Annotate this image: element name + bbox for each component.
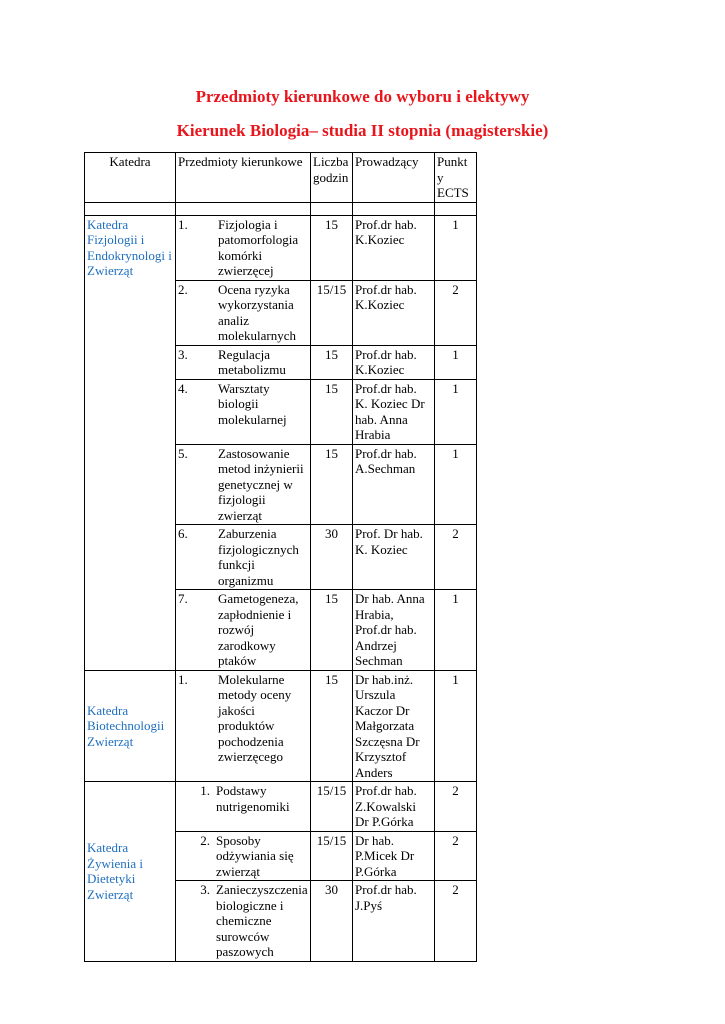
department-name: Katedra Żywienia i Dietetyki Zwierząt <box>85 782 176 962</box>
subject-number: 1. <box>200 783 210 798</box>
department-name: Katedra Fizjologii i Endokrynologi i Zwierząt <box>85 215 176 670</box>
lecturer-cell: Prof.dr hab. A.Sechman <box>353 444 435 525</box>
ects-cell: 1 <box>435 379 477 444</box>
ects-cell: 1 <box>435 670 477 782</box>
subject-number: 4. <box>178 380 188 396</box>
subject-number: 5. <box>178 445 188 461</box>
header-ects: Punkt y ECTS <box>435 153 477 203</box>
subject-cell <box>176 215 311 280</box>
header-katedra: Katedra <box>85 153 176 203</box>
lecturer-cell: Dr hab.inż. Urszula Kaczor Dr Małgorzata Szczęsna Dr Krzysztof Anders <box>353 670 435 782</box>
table-row <box>85 782 477 832</box>
ects-cell: 1 <box>435 215 477 280</box>
lecturer-cell: Prof. Dr hab. K. Koziec <box>353 525 435 590</box>
spacer-cell <box>311 202 353 215</box>
lecturer-cell: Dr hab. P.Micek Dr P.Górka <box>353 831 435 881</box>
subject-name: Sposoby odżywiania się zwierząt <box>216 832 294 879</box>
subject-cell <box>176 444 311 525</box>
spacer-cell <box>85 202 176 215</box>
subject-number: 3. <box>178 346 188 362</box>
hours-cell: 15/15 <box>311 280 353 345</box>
subject-number: 1. <box>178 671 188 687</box>
subject-name: Ocena ryzyka wykorzystania analiz molekularnych <box>218 281 296 343</box>
ects-cell: 1 <box>435 444 477 525</box>
lecturer-cell: Prof.dr hab. K.Koziec <box>353 215 435 280</box>
subject-cell <box>176 782 311 832</box>
lecturer-cell: Prof.dr hab. K.Koziec <box>353 280 435 345</box>
spacer-cell <box>435 202 477 215</box>
table-row <box>85 670 477 782</box>
hours-cell: 15/15 <box>311 831 353 881</box>
document-title: Przedmioty kierunkowe do wyboru i elektywy <box>195 87 530 106</box>
table-spacer-row <box>85 202 477 215</box>
subject-cell <box>176 670 311 782</box>
spacer-cell <box>176 202 311 215</box>
subject-number: 7. <box>178 591 188 606</box>
subject-name: Gametogeneza, zapłodnienie i rozwój zarodkowy ptaków <box>218 591 299 668</box>
hours-cell: 15 <box>311 670 353 782</box>
lecturer-cell: Dr hab. Anna Hrabia, Prof.dr hab. Andrzej Sechman <box>353 590 435 671</box>
subject-name: Podstawy nutrigenomiki <box>216 783 290 814</box>
header-liczba-godzin: Liczba godzin <box>311 153 353 203</box>
subject-number: 2. <box>200 832 210 848</box>
hours-cell: 15 <box>311 215 353 280</box>
spacer-cell <box>353 202 435 215</box>
ects-cell: 1 <box>435 345 477 379</box>
hours-cell: 15 <box>311 590 353 671</box>
subject-name: Warsztaty biologii molekularnej <box>218 380 287 427</box>
lecturer-cell: Prof.dr hab. K.Koziec <box>353 345 435 379</box>
lecturer-cell: Prof.dr hab. J.Pyś <box>353 881 435 962</box>
header-prowadzacy: Prowadzący <box>353 153 435 203</box>
lecturer-cell: Prof.dr hab. K. Koziec Dr hab. Anna Hrabia <box>353 379 435 444</box>
document-subtitle: Kierunek Biologia– studia II stopnia (magisterskie) <box>176 121 549 140</box>
ects-cell: 2 <box>435 525 477 590</box>
subject-cell <box>176 280 311 345</box>
hours-cell: 15/15 <box>311 782 353 832</box>
table-header-row <box>85 153 477 203</box>
subject-number: 1. <box>178 216 188 232</box>
subject-number: 6. <box>178 526 188 541</box>
hours-cell: 30 <box>311 525 353 590</box>
ects-cell: 1 <box>435 590 477 671</box>
hours-cell: 30 <box>311 881 353 962</box>
department-name: Katedra Biotechnologii Zwierząt <box>85 670 176 782</box>
subject-number: 2. <box>178 281 188 297</box>
subject-cell <box>176 831 311 881</box>
subject-cell <box>176 881 311 962</box>
ects-cell: 2 <box>435 782 477 832</box>
subject-cell <box>176 345 311 379</box>
hours-cell: 15 <box>311 345 353 379</box>
subject-name: Regulacja metabolizmu <box>218 346 286 377</box>
subject-cell <box>176 525 311 590</box>
ects-cell: 2 <box>435 831 477 881</box>
hours-cell: 15 <box>311 444 353 525</box>
subject-name: Molekularne metody oceny jakości produktów pochodzenia zwierzęcego <box>218 671 292 764</box>
ects-cell: 2 <box>435 280 477 345</box>
subject-name: Fizjologia i patomorfologia komórki zwierzęcej <box>218 216 299 278</box>
subject-name: Zaburzenia fizjologicznych funkcji organizmu <box>218 526 299 588</box>
subject-cell <box>176 590 311 671</box>
table-row <box>85 215 477 280</box>
hours-cell: 15 <box>311 379 353 444</box>
subject-cell <box>176 379 311 444</box>
ects-cell: 2 <box>435 881 477 962</box>
subject-name: Zastosowanie metod inżynierii genetycznej w fizjologii zwierząt <box>218 445 304 523</box>
subject-name: Zanieczyszczenia biologiczne i chemiczne surowców paszowych <box>216 882 308 959</box>
header-przedmioty: Przedmioty kierunkowe <box>176 153 311 203</box>
subject-number: 3. <box>200 882 210 897</box>
subjects-table <box>84 152 477 962</box>
lecturer-cell: Prof.dr hab. Z.Kowalski Dr P.Górka <box>353 782 435 832</box>
